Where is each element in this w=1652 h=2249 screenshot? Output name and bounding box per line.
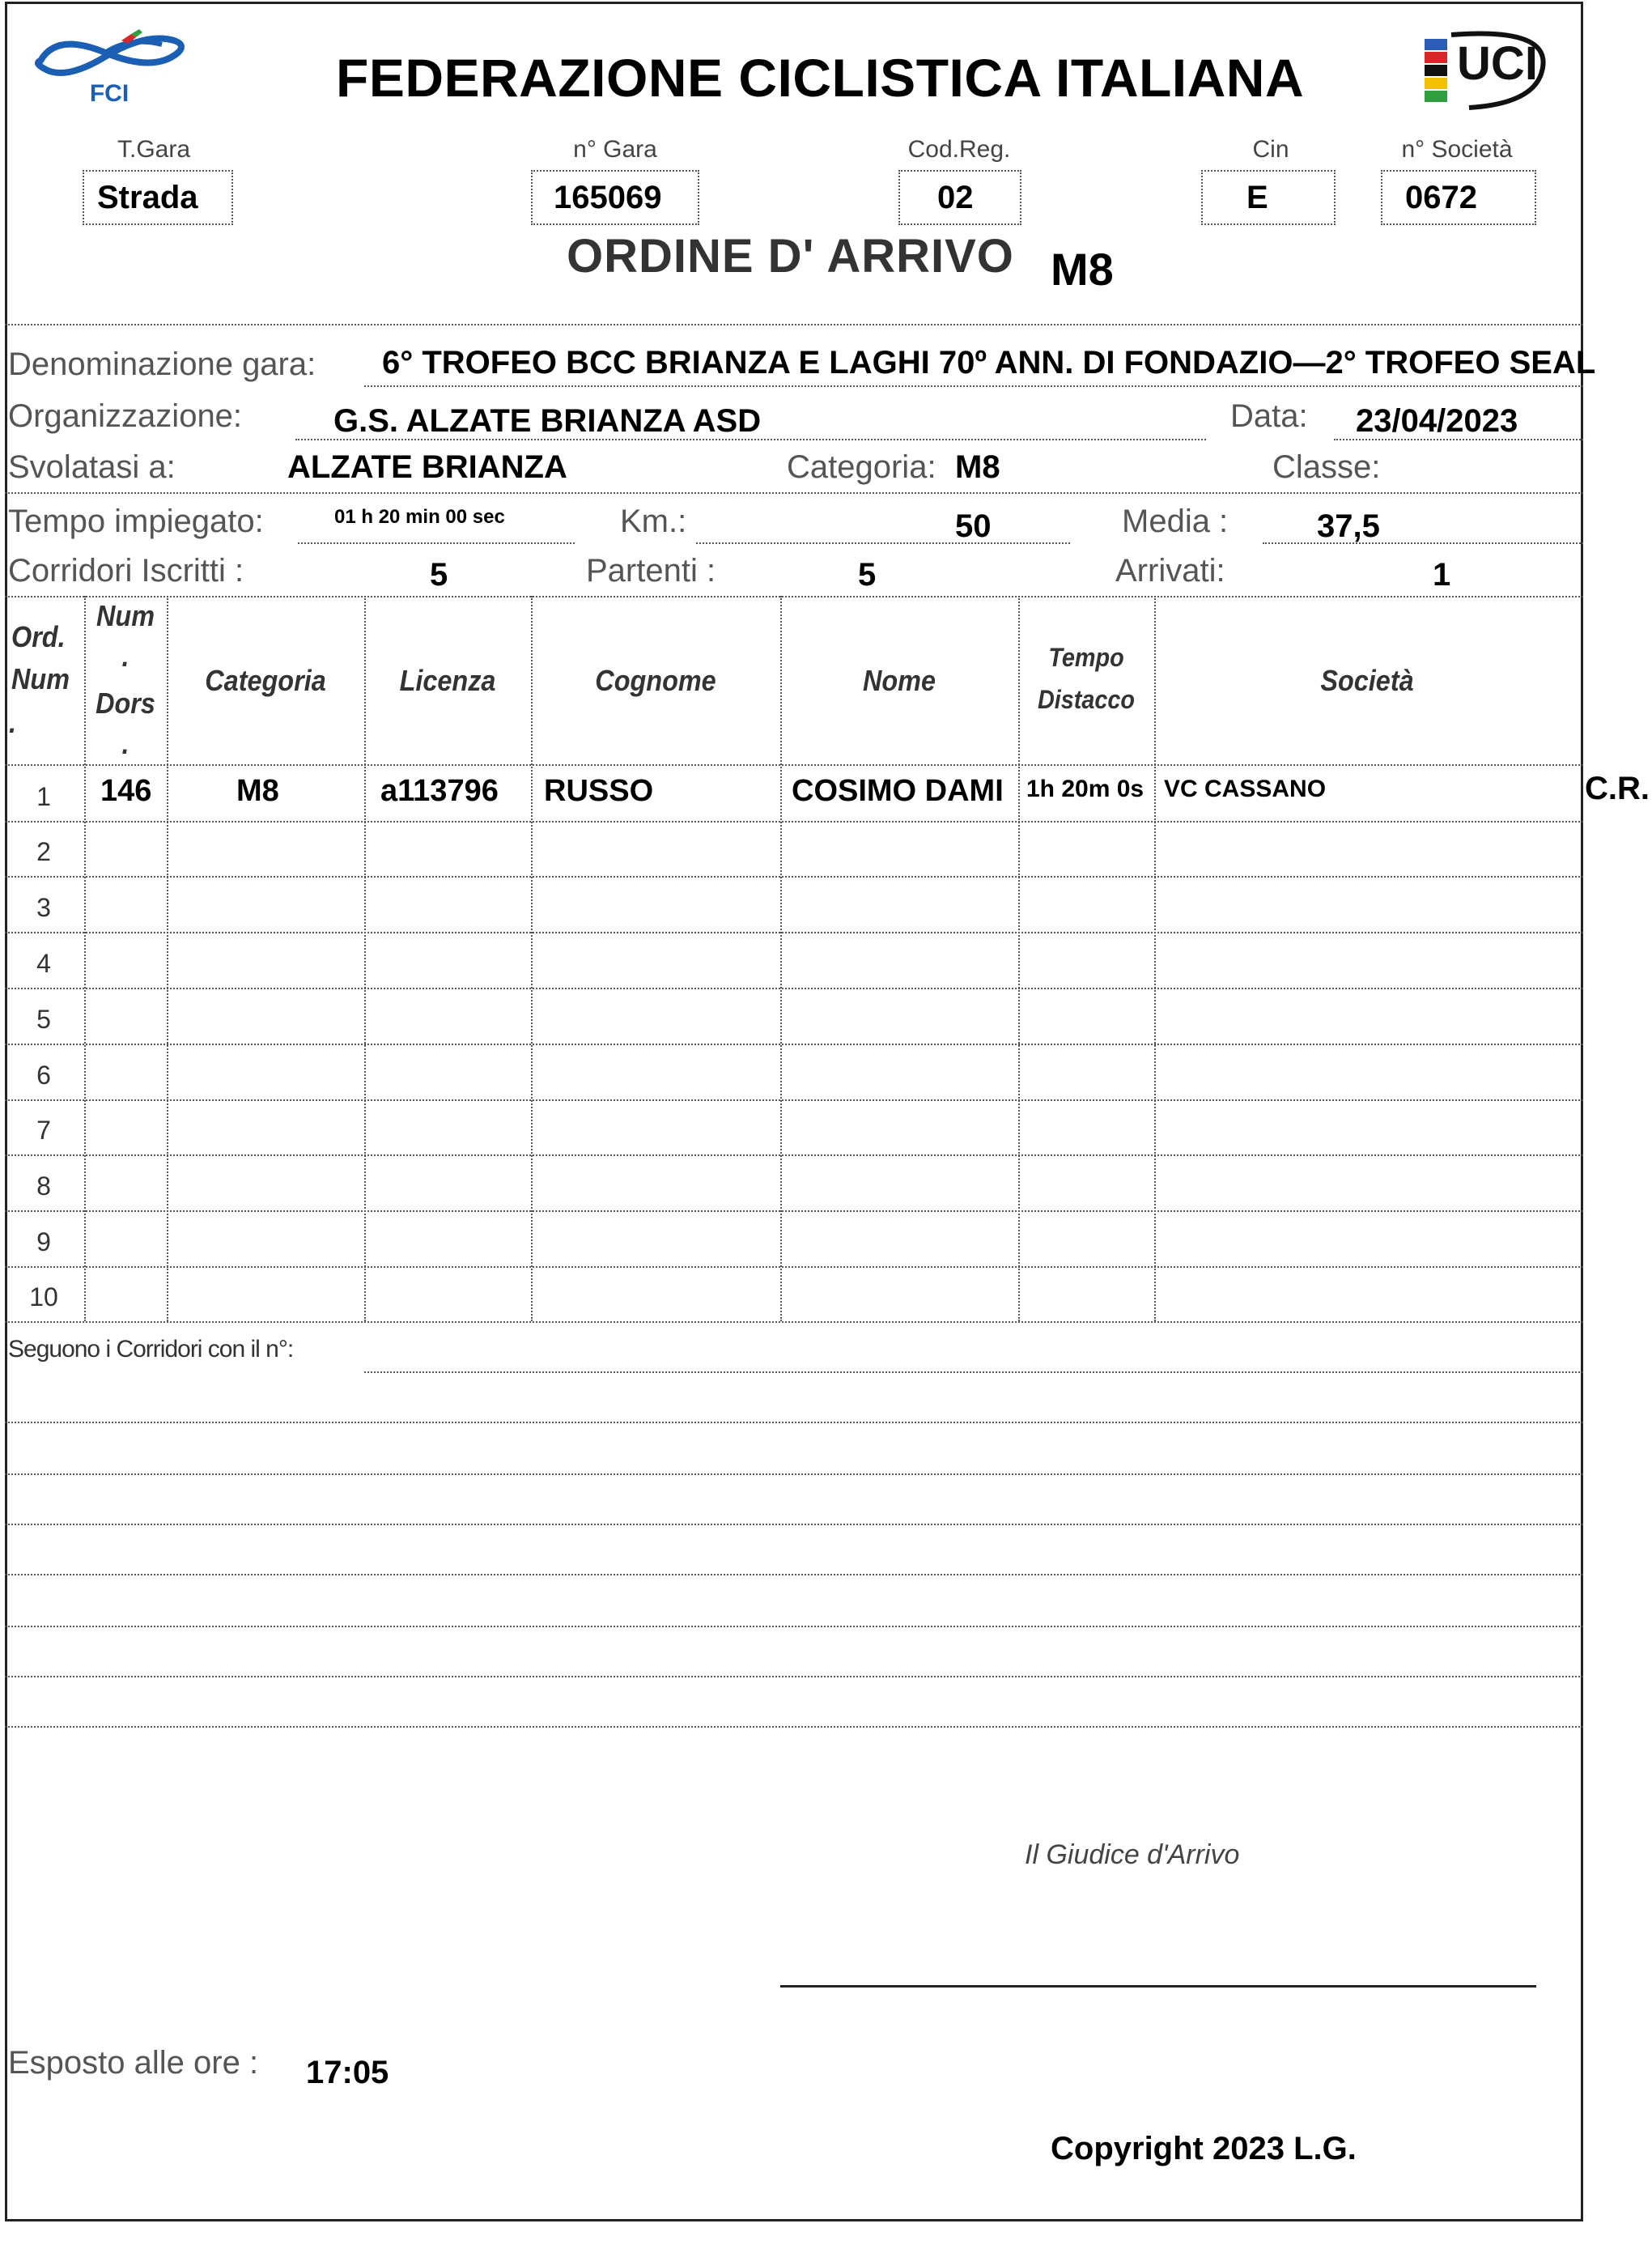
nsocieta-value: 0672: [1381, 170, 1536, 225]
note-line: [5, 1626, 1583, 1627]
row-licenza: a113796: [380, 774, 499, 808]
nsocieta-label: n° Società: [1401, 136, 1513, 163]
ngara-value: 165069: [531, 170, 699, 225]
row-ord: 9: [36, 1227, 51, 1256]
header-ord-dot: .: [9, 706, 17, 739]
signature-line: [780, 1985, 1536, 1988]
divider: [696, 542, 1070, 544]
row-line: [5, 876, 1583, 878]
table-header-bottom-line: [5, 764, 1583, 766]
divider: [1334, 439, 1583, 440]
note-line: [5, 1422, 1583, 1423]
row-line: [5, 1154, 1583, 1156]
data-value: 23/04/2023: [1356, 403, 1518, 439]
row-line: [5, 1044, 1583, 1045]
row-line: [5, 1099, 1583, 1101]
header-nome: Nome: [862, 664, 936, 697]
uci-logo-text: UCI: [1457, 37, 1538, 90]
tgara-label: T.Gara: [117, 136, 191, 163]
media-label: Media :: [1122, 504, 1229, 539]
col-line: [364, 596, 366, 1321]
codreg-label: Cod.Reg.: [907, 136, 1011, 163]
row-ord: 1: [36, 782, 51, 811]
row-cognome: RUSSO: [544, 774, 654, 808]
col-line: [780, 596, 782, 1321]
divider: [364, 385, 1583, 387]
esposto-value: 17:05: [306, 2055, 389, 2090]
partenti-label: Partenti :: [586, 553, 716, 589]
row-line: [5, 1210, 1583, 1212]
seguono-label: Seguono i Corridori con il n°:: [8, 1336, 294, 1363]
organizzazione-label: Organizzazione:: [8, 398, 243, 434]
subtitle: ORDINE D' ARRIVO: [567, 230, 1014, 283]
header-dors: Dors: [96, 687, 155, 720]
categoria-value: M8: [955, 449, 1000, 485]
giudice-label: Il Giudice d'Arrivo: [1025, 1839, 1240, 1870]
row-line: [5, 988, 1583, 989]
row-ord: 4: [36, 949, 51, 978]
divider: [5, 324, 1583, 325]
header-num-dot: .: [121, 640, 130, 673]
arrivati-value: 1: [1433, 557, 1451, 593]
svolatasi-value: ALZATE BRIANZA: [287, 449, 567, 485]
header-dors-dot: .: [121, 727, 130, 760]
media-value: 37,5: [1317, 508, 1380, 544]
categoria-label: Categoria:: [787, 449, 936, 485]
header-licenza: Licenza: [399, 664, 496, 697]
row-ord: 10: [29, 1282, 58, 1312]
iscritti-label: Corridori Iscritti :: [8, 553, 244, 589]
row-ord: 3: [36, 893, 51, 922]
col-line: [531, 596, 533, 1321]
note-line: [5, 1574, 1583, 1575]
tgara-value: Strada: [83, 170, 233, 225]
tempo-label: Tempo impiegato:: [8, 504, 264, 539]
km-label: Km.:: [620, 504, 687, 539]
note-line: [5, 1473, 1583, 1475]
divider: [295, 439, 1206, 440]
note-line: [364, 1371, 1583, 1373]
header-ord: Ord.: [11, 620, 66, 653]
divider: [5, 492, 1583, 494]
header-ord-num: Num: [11, 662, 70, 695]
col-line: [84, 596, 86, 1321]
header-tempo: Tempo: [1048, 643, 1124, 672]
fci-logo-text: FCI: [89, 80, 130, 105]
data-label: Data:: [1230, 398, 1308, 434]
uci-logo: [1421, 23, 1558, 116]
row-ord: 2: [36, 837, 51, 866]
partenti-value: 5: [858, 557, 877, 593]
col-line: [1018, 596, 1020, 1321]
row-nome: COSIMO DAMI: [792, 774, 1004, 808]
header-distacco: Distacco: [1037, 685, 1136, 714]
row-line: [5, 1321, 1583, 1323]
page-title: FEDERAZIONE CICLISTICA ITALIANA: [336, 48, 1305, 108]
header-num: Num: [96, 599, 155, 632]
col-line: [167, 596, 168, 1321]
row-tempo: 1h 20m 0s: [1026, 776, 1145, 802]
document-frame: [5, 2, 1583, 2221]
copyright: Copyright 2023 L.G.: [1051, 2131, 1357, 2166]
row-line: [5, 821, 1583, 823]
table-top-line: [5, 596, 1583, 597]
cin-label: Cin: [1252, 136, 1289, 163]
note-line: [5, 1726, 1583, 1728]
row-line: [5, 932, 1583, 933]
esposto-label: Esposto alle ore :: [8, 2045, 259, 2081]
organizzazione-value: G.S. ALZATE BRIANZA ASD: [333, 403, 762, 439]
iscritti-value: 5: [430, 557, 448, 593]
row-dorsale: 146: [100, 774, 152, 808]
note-line: [5, 1524, 1583, 1525]
header-societa: Società: [1320, 664, 1414, 697]
note-line: [5, 1676, 1583, 1677]
row-ord: 8: [36, 1171, 51, 1201]
category-badge: M8: [1051, 244, 1114, 295]
cin-value: E: [1201, 170, 1336, 225]
km-value: 50: [955, 508, 992, 544]
row-ord: 7: [36, 1116, 51, 1145]
classe-label: Classe:: [1272, 449, 1381, 485]
row-line: [5, 1266, 1583, 1268]
codreg-value: 02: [898, 170, 1021, 225]
row-societa: VC CASSANO: [1164, 776, 1327, 802]
row-ord: 6: [36, 1061, 51, 1090]
divider: [298, 542, 575, 544]
tempo-value: 01 h 20 min 00 sec: [334, 506, 505, 528]
header-cognome: Cognome: [595, 664, 716, 697]
denominazione-value: 6° TROFEO BCC BRIANZA E LAGHI 70º ANN. DI FONDAZIO—2° TROFEO SEAL: [382, 345, 1596, 381]
row-extra: C.R.: [1585, 771, 1650, 806]
svolatasi-label: Svolatasi a:: [8, 449, 176, 485]
row-categoria: M8: [236, 774, 279, 808]
ngara-label: n° Gara: [573, 136, 657, 163]
denominazione-label: Denominazione gara:: [8, 346, 316, 382]
col-line: [1154, 596, 1156, 1321]
row-ord: 5: [36, 1005, 51, 1034]
divider: [1263, 542, 1583, 544]
fci-logo: [24, 24, 194, 105]
arrivati-label: Arrivati:: [1115, 553, 1225, 589]
header-categoria: Categoria: [205, 664, 326, 697]
